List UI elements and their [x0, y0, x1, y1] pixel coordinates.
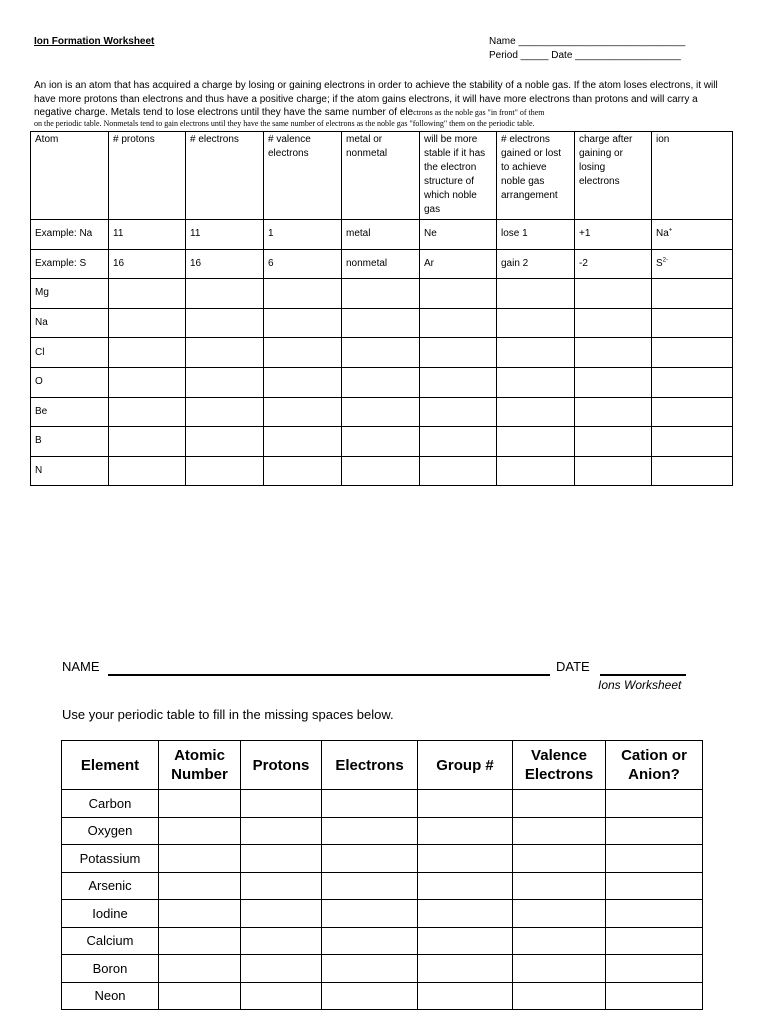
blank-answer-cell[interactable]: [159, 900, 241, 928]
example-cell-change: gain 2: [497, 249, 575, 279]
intro-tail-text: on the periodic table. Nonmetals tend to gain electrons until they have the same number of electrons as the noble gas "following" them on the periodic table.: [34, 119, 535, 128]
column-header: Element: [62, 741, 159, 790]
blank-answer-cell[interactable]: [264, 338, 342, 368]
column-header: Valence Electrons: [513, 741, 606, 790]
blank-answer-cell[interactable]: [322, 872, 418, 900]
blank-answer-cell[interactable]: [513, 845, 606, 873]
period-date-label: Period _____ Date ___________________: [489, 50, 681, 61]
blank-answer-cell[interactable]: [420, 427, 497, 457]
blank-answer-cell[interactable]: [575, 397, 652, 427]
blank-answer-cell[interactable]: [322, 900, 418, 928]
blank-answer-cell[interactable]: [497, 456, 575, 486]
blank-answer-cell[interactable]: [241, 900, 322, 928]
column-header: Cation or Anion?: [606, 741, 703, 790]
blank-answer-cell[interactable]: [241, 955, 322, 983]
ion-charge-superscript: +: [668, 227, 673, 234]
element-row: [62, 872, 703, 900]
blank-answer-cell[interactable]: [322, 817, 418, 845]
blank-answer-cell[interactable]: [241, 790, 322, 818]
ion-formation-table: [30, 131, 733, 486]
blank-answer-cell[interactable]: [186, 308, 264, 338]
element-row: [62, 900, 703, 928]
example-cell-atom: Example: S: [31, 249, 109, 279]
blank-answer-cell[interactable]: [418, 790, 513, 818]
blank-answer-cell[interactable]: [342, 279, 420, 309]
blank-answer-cell[interactable]: [186, 367, 264, 397]
table-body: [62, 790, 703, 1010]
column-header: Atom: [31, 132, 109, 220]
blank-answer-cell[interactable]: [420, 397, 497, 427]
blank-answer-cell[interactable]: [652, 397, 733, 427]
blank-answer-cell[interactable]: [322, 845, 418, 873]
blank-answer-cell[interactable]: [186, 397, 264, 427]
blank-answer-cell[interactable]: [264, 397, 342, 427]
example-cell-valence: 6: [264, 249, 342, 279]
ion-charge-superscript: 2-: [662, 257, 669, 264]
blank-answer-cell[interactable]: [241, 872, 322, 900]
blank-answer-cell[interactable]: [497, 279, 575, 309]
atom-label: O: [31, 367, 109, 397]
blank-answer-cell[interactable]: [322, 955, 418, 983]
blank-answer-cell[interactable]: [606, 790, 703, 818]
name-label: NAME: [62, 659, 100, 674]
ions-worksheet-subtitle: Ions Worksheet: [598, 678, 682, 692]
atom-row: [31, 456, 733, 486]
worksheet-title: Ion Formation Worksheet: [34, 36, 155, 47]
blank-answer-cell[interactable]: [575, 427, 652, 457]
blank-answer-cell[interactable]: [497, 397, 575, 427]
blank-answer-cell[interactable]: [513, 955, 606, 983]
column-header: charge after gaining or losing electrons: [575, 132, 652, 220]
blank-answer-cell[interactable]: [109, 308, 186, 338]
element-row: [62, 982, 703, 1010]
ion-symbol: S: [656, 257, 663, 269]
blank-answer-cell[interactable]: [186, 338, 264, 368]
blank-answer-cell[interactable]: [109, 456, 186, 486]
column-header: # electrons: [186, 132, 264, 220]
name-blank-line[interactable]: [108, 674, 550, 676]
example-cell-noble: Ar: [420, 249, 497, 279]
blank-answer-cell[interactable]: [342, 308, 420, 338]
blank-answer-cell[interactable]: [606, 955, 703, 983]
blank-answer-cell[interactable]: [159, 790, 241, 818]
intro-small-text: ctrons as the noble gas "in front" of them: [413, 108, 545, 117]
date-label: DATE: [556, 659, 590, 674]
example-cell-ion: [652, 249, 733, 279]
atom-label: N: [31, 456, 109, 486]
blank-answer-cell[interactable]: [186, 456, 264, 486]
blank-answer-cell[interactable]: [652, 367, 733, 397]
blank-answer-cell[interactable]: [497, 308, 575, 338]
blank-answer-cell[interactable]: [513, 817, 606, 845]
blank-answer-cell[interactable]: [606, 872, 703, 900]
blank-answer-cell[interactable]: [342, 427, 420, 457]
table-body: [31, 220, 733, 486]
blank-answer-cell[interactable]: [513, 790, 606, 818]
blank-answer-cell[interactable]: [652, 308, 733, 338]
example-row: [31, 220, 733, 250]
blank-answer-cell[interactable]: [342, 456, 420, 486]
intro-main-text: An ion is an atom that has acquired a charge by losing or gaining electrons in order to achieve the stability of a noble gas. If the atom loses electrons, it will have more protons than electrons and thus have a positive charge; if the atom gains electrons, it will have more electrons than protons and will carry a negative charge. Metals tend to lose electrons until they have the same number of ele: [34, 80, 718, 118]
example-cell-ion: [652, 220, 733, 250]
blank-answer-cell[interactable]: [497, 427, 575, 457]
blank-answer-cell[interactable]: [109, 338, 186, 368]
blank-answer-cell[interactable]: [606, 817, 703, 845]
blank-answer-cell[interactable]: [513, 900, 606, 928]
blank-answer-cell[interactable]: [109, 427, 186, 457]
blank-answer-cell[interactable]: [186, 279, 264, 309]
blank-answer-cell[interactable]: [264, 308, 342, 338]
date-blank-line[interactable]: [600, 674, 686, 676]
element-label: Iodine: [62, 900, 159, 928]
blank-answer-cell[interactable]: [606, 927, 703, 955]
blank-answer-cell[interactable]: [159, 982, 241, 1010]
blank-answer-cell[interactable]: [159, 817, 241, 845]
column-header: Protons: [241, 741, 322, 790]
blank-answer-cell[interactable]: [418, 955, 513, 983]
element-label: Potassium: [62, 845, 159, 873]
blank-answer-cell[interactable]: [109, 397, 186, 427]
blank-answer-cell[interactable]: [241, 817, 322, 845]
atom-row: [31, 279, 733, 309]
blank-answer-cell[interactable]: [264, 427, 342, 457]
blank-answer-cell[interactable]: [159, 872, 241, 900]
blank-answer-cell[interactable]: [575, 279, 652, 309]
table-header-row: [62, 741, 703, 790]
blank-answer-cell[interactable]: [342, 367, 420, 397]
element-label: Neon: [62, 982, 159, 1010]
element-label: Arsenic: [62, 872, 159, 900]
column-header: metal or nonmetal: [342, 132, 420, 220]
atom-row: [31, 397, 733, 427]
example-cell-electrons: 16: [186, 249, 264, 279]
element-row: [62, 927, 703, 955]
blank-answer-cell[interactable]: [420, 456, 497, 486]
atom-label: Be: [31, 397, 109, 427]
blank-answer-cell[interactable]: [575, 367, 652, 397]
example-cell-protons: 11: [109, 220, 186, 250]
blank-answer-cell[interactable]: [241, 845, 322, 873]
example-cell-change: lose 1: [497, 220, 575, 250]
example-cell-charge: +1: [575, 220, 652, 250]
ion-symbol: Na: [656, 228, 669, 240]
blank-answer-cell[interactable]: [186, 427, 264, 457]
blank-answer-cell[interactable]: [652, 427, 733, 457]
column-header: will be more stable if it has the electron structure of which noble gas: [420, 132, 497, 220]
name-field-label: Name ______________________________: [489, 36, 686, 47]
blank-answer-cell[interactable]: [420, 338, 497, 368]
element-label: Carbon: [62, 790, 159, 818]
element-label: Calcium: [62, 927, 159, 955]
atom-label: Na: [31, 308, 109, 338]
intro-paragraph: [34, 79, 734, 120]
example-cell-type: nonmetal: [342, 249, 420, 279]
blank-answer-cell[interactable]: [109, 367, 186, 397]
atom-row: [31, 308, 733, 338]
blank-answer-cell[interactable]: [420, 308, 497, 338]
blank-answer-cell[interactable]: [418, 817, 513, 845]
blank-answer-cell[interactable]: [418, 872, 513, 900]
column-header: ion: [652, 132, 733, 220]
instructions-text: Use your periodic table to fill in the missing spaces below.: [62, 707, 394, 722]
blank-answer-cell[interactable]: [418, 982, 513, 1010]
ions-table: [61, 740, 703, 1010]
element-row: [62, 790, 703, 818]
column-header: Electrons: [322, 741, 418, 790]
blank-answer-cell[interactable]: [418, 927, 513, 955]
blank-answer-cell[interactable]: [159, 927, 241, 955]
atom-row: [31, 427, 733, 457]
blank-answer-cell[interactable]: [109, 279, 186, 309]
example-cell-valence: 1: [264, 220, 342, 250]
element-row: [62, 955, 703, 983]
blank-answer-cell[interactable]: [264, 279, 342, 309]
blank-answer-cell[interactable]: [497, 367, 575, 397]
blank-answer-cell[interactable]: [418, 845, 513, 873]
blank-answer-cell[interactable]: [575, 308, 652, 338]
blank-answer-cell[interactable]: [575, 456, 652, 486]
blank-answer-cell[interactable]: [322, 790, 418, 818]
atom-label: Cl: [31, 338, 109, 368]
example-cell-atom: Example: Na: [31, 220, 109, 250]
column-header: Group #: [418, 741, 513, 790]
column-header: Atomic Number: [159, 741, 241, 790]
blank-answer-cell[interactable]: [606, 845, 703, 873]
atom-label: B: [31, 427, 109, 457]
example-row: [31, 249, 733, 279]
example-cell-type: metal: [342, 220, 420, 250]
blank-answer-cell[interactable]: [322, 927, 418, 955]
column-header: # valence electrons: [264, 132, 342, 220]
blank-answer-cell[interactable]: [264, 367, 342, 397]
blank-answer-cell[interactable]: [420, 367, 497, 397]
blank-answer-cell[interactable]: [159, 845, 241, 873]
example-cell-noble: Ne: [420, 220, 497, 250]
blank-answer-cell[interactable]: [513, 872, 606, 900]
blank-answer-cell[interactable]: [513, 982, 606, 1010]
blank-answer-cell[interactable]: [513, 927, 606, 955]
example-cell-electrons: 11: [186, 220, 264, 250]
blank-answer-cell[interactable]: [322, 982, 418, 1010]
blank-answer-cell[interactable]: [418, 900, 513, 928]
element-label: Boron: [62, 955, 159, 983]
blank-answer-cell[interactable]: [241, 982, 322, 1010]
blank-answer-cell[interactable]: [264, 456, 342, 486]
example-cell-charge: -2: [575, 249, 652, 279]
blank-answer-cell[interactable]: [652, 338, 733, 368]
column-header: # electrons gained or lost to achieve noble gas arrangement: [497, 132, 575, 220]
blank-answer-cell[interactable]: [575, 338, 652, 368]
example-cell-protons: 16: [109, 249, 186, 279]
blank-answer-cell[interactable]: [652, 279, 733, 309]
blank-answer-cell[interactable]: [497, 338, 575, 368]
element-label: Oxygen: [62, 817, 159, 845]
column-header: # protons: [109, 132, 186, 220]
atom-row: [31, 367, 733, 397]
table-header-row: [31, 132, 733, 220]
blank-answer-cell[interactable]: [342, 338, 420, 368]
atom-label: Mg: [31, 279, 109, 309]
blank-answer-cell[interactable]: [652, 456, 733, 486]
blank-answer-cell[interactable]: [342, 397, 420, 427]
atom-row: [31, 338, 733, 368]
element-row: [62, 817, 703, 845]
blank-answer-cell[interactable]: [159, 955, 241, 983]
blank-answer-cell[interactable]: [420, 279, 497, 309]
blank-answer-cell[interactable]: [606, 982, 703, 1010]
blank-answer-cell[interactable]: [606, 900, 703, 928]
blank-answer-cell[interactable]: [241, 927, 322, 955]
element-row: [62, 845, 703, 873]
